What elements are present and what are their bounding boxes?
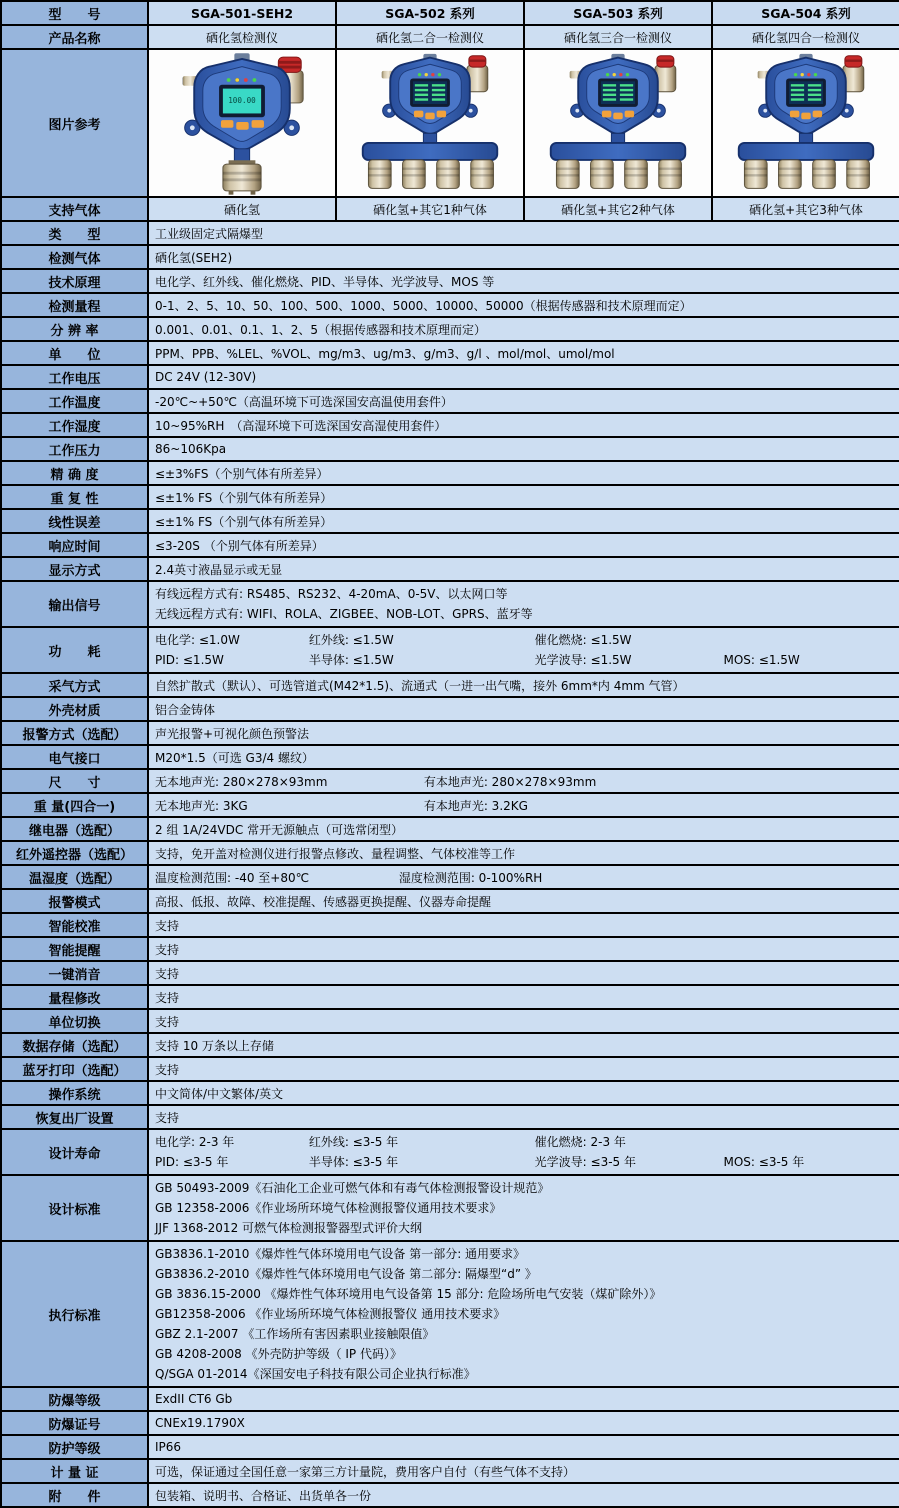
- row-smart-cal: [1, 913, 899, 937]
- row-gas: [1, 197, 899, 221]
- spec-value: 中文简体/中文繁体/英文: [148, 1081, 899, 1105]
- row-relay: [1, 817, 899, 841]
- row-metrology: [1, 1459, 899, 1483]
- spec-label: 操作系统: [1, 1081, 148, 1105]
- spec-label: 分 辨 率: [1, 317, 148, 341]
- model-sga504: SGA-504 系列: [712, 1, 899, 25]
- power-mos: MOS: ≤1.5W: [723, 653, 800, 667]
- row-power: [1, 627, 899, 673]
- row-accuracy: [1, 461, 899, 485]
- spec-label: 响应时间: [1, 533, 148, 557]
- spec-label: 单 位: [1, 341, 148, 365]
- row-size: [1, 769, 899, 793]
- spec-value: 支持: [148, 937, 899, 961]
- spec-value: ExdII CT6 Gb: [148, 1387, 899, 1411]
- output-line-wireless: 无线远程方式有: WIFI、ROLA、ZIGBEE、NOB-LOT、GPRS、蓝牙等: [155, 607, 533, 621]
- spec-value: DC 24V (12-30V): [148, 365, 899, 389]
- spec-label: 报警模式: [1, 889, 148, 913]
- manifold: [739, 143, 874, 160]
- spec-label: 防护等级: [1, 1435, 148, 1459]
- spec-value: 支持: [148, 1009, 899, 1033]
- life-semiconductor: 半导体: ≤3-5 年: [308, 1155, 399, 1169]
- sensor-probe-icons: [556, 160, 681, 188]
- spec-value: IP66: [148, 1435, 899, 1459]
- product-name-2: 硒化氢二合一检测仪: [336, 25, 524, 49]
- lcd-screen: [219, 85, 265, 117]
- spec-label: 重 复 性: [1, 485, 148, 509]
- exec-std-line: Q/SGA 01-2014《深国安电子科技有限公司企业执行标准》: [155, 1367, 476, 1381]
- lcd-screen: [410, 78, 450, 106]
- power-infrared: 红外线: ≤1.5W: [308, 633, 394, 647]
- image-label: 图片参考: [1, 49, 148, 197]
- power-optical: 光学波导: ≤1.5W: [534, 653, 632, 667]
- spec-value: ≤±3%FS（个别气体有所差异）: [148, 461, 899, 485]
- row-mute: [1, 961, 899, 985]
- spec-label: 显示方式: [1, 557, 148, 581]
- spec-value: 支持: [148, 961, 899, 985]
- spec-label: 技术原理: [1, 269, 148, 293]
- spec-value: 声光报警+可视化颜色预警法: [148, 721, 899, 745]
- spec-value: [148, 581, 899, 627]
- spec-label: 线性误差: [1, 509, 148, 533]
- spec-label: 防爆证号: [1, 1411, 148, 1435]
- spec-label: 数据存储（选配）: [1, 1033, 148, 1057]
- power-catalytic: 催化燃烧: ≤1.5W: [534, 633, 632, 647]
- spec-label: 精 确 度: [1, 461, 148, 485]
- row-range-modify: [1, 985, 899, 1009]
- spec-value: 0.001、0.01、0.1、1、2、5（根据传感器和技术原理而定）: [148, 317, 899, 341]
- image-cell-3: [524, 49, 712, 197]
- row-data-storage: [1, 1033, 899, 1057]
- row-product: [1, 25, 899, 49]
- spec-value: M20*1.5（可选 G3/4 螺纹）: [148, 745, 899, 769]
- gas-col-2: 硒化氢+其它1种气体: [336, 197, 524, 221]
- life-optical: 光学波导: ≤3-5 年: [534, 1155, 636, 1169]
- spec-value: [148, 1241, 899, 1387]
- spec-label: 设计寿命: [1, 1129, 148, 1175]
- design-std-line: GB 50493-2009《石油化工企业可燃气体和有毒气体检测报警设计规范》: [155, 1181, 550, 1195]
- spec-value: 电化学、红外线、催化燃烧、PID、半导体、光学波导、MOS 等: [148, 269, 899, 293]
- row-display: [1, 557, 899, 581]
- row-housing: [1, 697, 899, 721]
- life-infrared: 红外线: ≤3-5 年: [308, 1135, 399, 1149]
- row-ip-grade: [1, 1435, 899, 1459]
- spec-label: 恢复出厂设置: [1, 1105, 148, 1129]
- svg-text:100.00: 100.00: [228, 95, 256, 105]
- spec-value: 2 组 1A/24VDC 常开无源触点（可选常闭型）: [148, 817, 899, 841]
- spec-value: 支持: [148, 1105, 899, 1129]
- spec-label: 工作电压: [1, 365, 148, 389]
- spec-value: 0-1、2、5、10、50、100、500、1000、5000、10000、50000（根据传感器和技术原理而定）: [148, 293, 899, 317]
- spec-label: 蓝牙打印（选配）: [1, 1057, 148, 1081]
- row-linearity: [1, 509, 899, 533]
- spec-value: [148, 1175, 899, 1241]
- sensor-probe-icons: [368, 160, 493, 188]
- spec-value: 支持 10 万条以上存储: [148, 1033, 899, 1057]
- exec-std-line: GB 3836.15-2000 《爆炸性气体环境用电气设备第 15 部分: 危险场所电气安装（煤矿除外）》: [155, 1287, 662, 1301]
- spec-label: 重 量(四合一): [1, 793, 148, 817]
- product-name-1: 硒化氢检测仪: [148, 25, 336, 49]
- row-principle: [1, 269, 899, 293]
- exec-std-line: GBZ 2.1-2007 《工作场所有害因素职业接触限值》: [155, 1327, 435, 1341]
- spec-value: 高报、低报、故障、校准提醒、传感器更换提醒、仪器寿命提醒: [148, 889, 899, 913]
- spec-value: 包装箱、说明书、合格证、出货单各一份: [148, 1483, 899, 1507]
- spec-value: 自然扩散式（默认）、可选管道式(M42*1.5)、流通式（一进一出气嘴，接外 6mm*内 4mm 气管）: [148, 673, 899, 697]
- spec-value: 可选，保证通过全国任意一家第三方计量院，费用客户自付（有些气体不支持）: [148, 1459, 899, 1483]
- exec-std-line: GB 4208-2008 《外壳防护等级（ IP 代码）》: [155, 1347, 402, 1361]
- spec-label: 外壳材质: [1, 697, 148, 721]
- row-exproof-cert: [1, 1411, 899, 1435]
- size-with-sounder: 有本地声光: 280×278×93mm: [423, 774, 597, 789]
- spec-label: 继电器（选配）: [1, 817, 148, 841]
- life-pid: PID: ≤3-5 年: [155, 1155, 229, 1169]
- row-type: [1, 221, 899, 245]
- spec-value: [148, 865, 899, 889]
- product-image-multi-detector-2: [340, 51, 520, 195]
- spec-value: -20℃~+50℃（高温环境下可选深国安高温使用套件）: [148, 389, 899, 413]
- power-pid: PID: ≤1.5W: [155, 653, 224, 667]
- output-line-wired: 有线远程方式有: RS485、RS232、4-20mA、0-5V、以太网口等: [155, 587, 508, 601]
- spec-value: 支持，免开盖对检测仪进行报警点修改、量程调整、气体校准等工作: [148, 841, 899, 865]
- spec-value: 工业级固定式隔爆型: [148, 221, 899, 245]
- spec-label: 尺 寸: [1, 769, 148, 793]
- life-electrochem: 电化学: 2-3 年: [155, 1135, 235, 1149]
- power-electrochem: 电化学: ≤1.0W: [155, 633, 240, 647]
- row-alarm-modes: [1, 889, 899, 913]
- spec-value: [148, 627, 899, 673]
- exec-std-line: GB3836.1-2010《爆炸性气体环境用电气设备 第一部分: 通用要求》: [155, 1247, 526, 1261]
- row-temperature: [1, 389, 899, 413]
- spec-label: 设计标准: [1, 1175, 148, 1241]
- row-ir-remote: [1, 841, 899, 865]
- design-std-line: GB 12358-2006《作业场所环境气体检测报警仪通用技术要求》: [155, 1201, 502, 1215]
- row-repeatability: [1, 485, 899, 509]
- humidity-range: 湿度检测范围: 0-100%RH: [398, 870, 543, 885]
- spec-label: 采气方式: [1, 673, 148, 697]
- product-image-multi-detector-3: [528, 51, 708, 195]
- spec-label: 一键消音: [1, 961, 148, 985]
- row-unit: [1, 341, 899, 365]
- manifold: [363, 143, 498, 160]
- spec-value: 支持: [148, 913, 899, 937]
- spec-label: 报警方式（选配）: [1, 721, 148, 745]
- spec-label: 执行标准: [1, 1241, 148, 1387]
- spec-label: 输出信号: [1, 581, 148, 627]
- model-label: 型 号: [1, 1, 148, 25]
- neck: [234, 149, 249, 162]
- life-catalytic: 催化燃烧: 2-3 年: [534, 1135, 626, 1149]
- image-cell-1: [148, 49, 336, 197]
- row-output: [1, 581, 899, 627]
- size-no-sounder: 无本地声光: 280×278×93mm: [155, 774, 328, 789]
- row-range: [1, 293, 899, 317]
- spec-value: [148, 1129, 899, 1175]
- spec-label: 电气接口: [1, 745, 148, 769]
- exec-std-line: GB12358-2006 《作业场所环境气体检测报警仪 通用技术要求》: [155, 1307, 506, 1321]
- row-detect-gas: [1, 245, 899, 269]
- row-resolution: [1, 317, 899, 341]
- row-smart-remind: [1, 937, 899, 961]
- spec-label: 工作温度: [1, 389, 148, 413]
- design-std-line: JJF 1368-2012 可燃气体检测报警器型式评价大纲: [155, 1221, 423, 1235]
- model-sga501: SGA-501-SEH2: [148, 1, 336, 25]
- spec-value: 支持: [148, 985, 899, 1009]
- spec-value: 铝合金铸体: [148, 697, 899, 721]
- spec-label: 计 量 证: [1, 1459, 148, 1483]
- row-bt-print: [1, 1057, 899, 1081]
- spec-label: 防爆等级: [1, 1387, 148, 1411]
- image-cell-4: [712, 49, 899, 197]
- gas-col-1: 硒化氢: [148, 197, 336, 221]
- row-weight: [1, 793, 899, 817]
- row-sampling: [1, 673, 899, 697]
- row-design-std: [1, 1175, 899, 1241]
- spec-value: 支持: [148, 1057, 899, 1081]
- spec-label: 功 耗: [1, 627, 148, 673]
- row-accessories: [1, 1483, 899, 1507]
- power-semiconductor: 半导体: ≤1.5W: [308, 653, 394, 667]
- spec-value: ≤±1% FS（个别气体有所差异）: [148, 509, 899, 533]
- spec-label: 量程修改: [1, 985, 148, 1009]
- spec-value: 硒化氢(SEH2): [148, 245, 899, 269]
- spec-value: ≤3-20S （个别气体有所差异）: [148, 533, 899, 557]
- manifold: [551, 143, 686, 160]
- spec-label: 智能校准: [1, 913, 148, 937]
- row-electrical-port: [1, 745, 899, 769]
- life-mos: MOS: ≤3-5 年: [723, 1155, 805, 1169]
- row-exec-std: [1, 1241, 899, 1387]
- spec-label: 单位切换: [1, 1009, 148, 1033]
- gas-label: 支持气体: [1, 197, 148, 221]
- product-name-3: 硒化氢三合一检测仪: [524, 25, 712, 49]
- row-unit-switch: [1, 1009, 899, 1033]
- spec-value: [148, 793, 899, 817]
- spec-label: 红外遥控器（选配）: [1, 841, 148, 865]
- row-temp-humidity: [1, 865, 899, 889]
- row-response: [1, 533, 899, 557]
- lcd-screen: [786, 78, 826, 106]
- spec-label: 工作湿度: [1, 413, 148, 437]
- weight-no-sounder: 无本地声光: 3KG: [155, 798, 248, 813]
- row-voltage: [1, 365, 899, 389]
- row-lifetime: [1, 1129, 899, 1175]
- sensor-probe-icons: [744, 160, 869, 188]
- spec-value: 2.4英寸液晶显示或无显: [148, 557, 899, 581]
- product-name-4: 硒化氢四合一检测仪: [712, 25, 899, 49]
- spec-label: 附 件: [1, 1483, 148, 1507]
- gas-col-3: 硒化氢+其它2种气体: [524, 197, 712, 221]
- spec-label: 温湿度（选配）: [1, 865, 148, 889]
- product-image-multi-detector-4: [716, 51, 896, 195]
- gas-col-4: 硒化氢+其它3种气体: [712, 197, 899, 221]
- image-cell-2: [336, 49, 524, 197]
- spec-label: 检测量程: [1, 293, 148, 317]
- row-pressure: [1, 437, 899, 461]
- spec-value: 86~106Kpa: [148, 437, 899, 461]
- weight-with-sounder: 有本地声光: 3.2KG: [423, 798, 528, 813]
- row-humidity: [1, 413, 899, 437]
- spec-value: 10~95%RH （高湿环境下可选深国安高湿使用套件）: [148, 413, 899, 437]
- sensor-probe-icon: [223, 160, 261, 194]
- model-sga502: SGA-502 系列: [336, 1, 524, 25]
- row-model: [1, 1, 899, 25]
- row-alarm-method: [1, 721, 899, 745]
- row-factory-reset: [1, 1105, 899, 1129]
- product-image-single-detector: [156, 51, 328, 195]
- spec-label: 智能提醒: [1, 937, 148, 961]
- row-os: [1, 1081, 899, 1105]
- spec-value: [148, 769, 899, 793]
- product-label: 产品名称: [1, 25, 148, 49]
- spec-value: PPM、PPB、%LEL、%VOL、mg/m3、ug/m3、g/m3、g/l 、mol/mol、umol/mol: [148, 341, 899, 365]
- spec-value: CNEx19.1790X: [148, 1411, 899, 1435]
- model-sga503: SGA-503 系列: [524, 1, 712, 25]
- lcd-screen: [598, 78, 638, 106]
- exec-std-line: GB3836.2-2010《爆炸性气体环境用电气设备 第二部分: 隔爆型“d” 》: [155, 1267, 537, 1281]
- spec-label: 工作压力: [1, 437, 148, 461]
- temp-range: 温度检测范围: -40 至+80℃: [155, 870, 310, 885]
- spec-label: 类 型: [1, 221, 148, 245]
- row-image: [1, 49, 899, 197]
- spec-value: ≤±1% FS（个别气体有所差异）: [148, 485, 899, 509]
- spec-label: 检测气体: [1, 245, 148, 269]
